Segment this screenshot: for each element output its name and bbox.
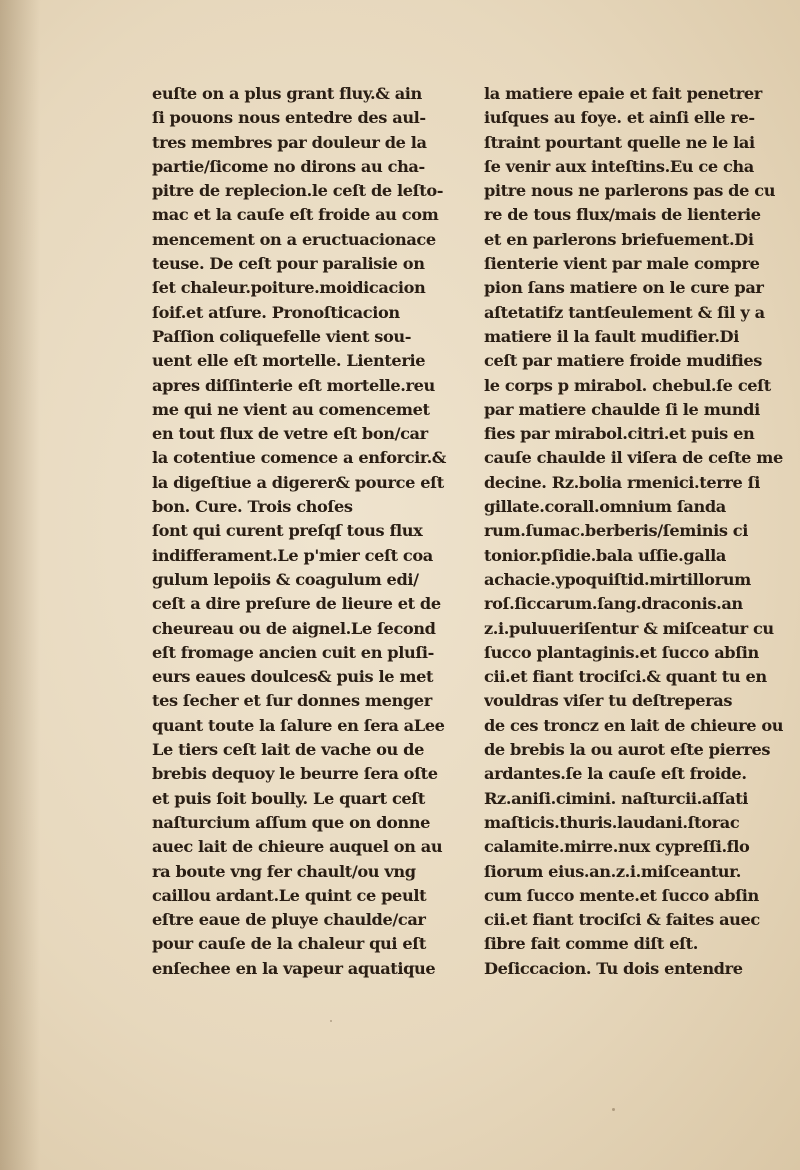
- right-column-line: pion ſans matiere on le cure par: [484, 278, 764, 298]
- right-column-line: cum ſucco mente.et ſucco abſin: [484, 885, 759, 905]
- right-column-line: rum.ſumac.berberis/ſeminis ci: [484, 521, 748, 541]
- left-column-line: apres diſſinterie eſt mortelle.reu: [152, 375, 435, 395]
- right-column-line: de brebis la ou aurot eſte pierres: [484, 740, 771, 760]
- right-column-line: fies par mirabol.citri.et puis en: [484, 424, 755, 444]
- left-column-line: pitre de replecion.le ceſt de leſto-: [152, 181, 444, 201]
- left-column-line: euſte on a plus grant fluy.& ain: [152, 84, 422, 103]
- left-column-line: Le tiers ceſt lait de vache ou de: [152, 740, 424, 760]
- right-column-line: pitre nous ne parlerons pas de cu: [484, 181, 776, 201]
- right-column-line: ceſt par matiere froide mudifies: [484, 351, 762, 371]
- left-column-line: pour cauſe de la chaleur qui eſt: [152, 934, 426, 954]
- left-column-line: mac et la cauſe eſt froide au com: [152, 205, 439, 225]
- left-column-line: caillou ardant.Le quint ce peult: [152, 885, 427, 905]
- right-column-line: Rz.aniſi.cimini. naſturcii.aſſati: [484, 788, 749, 808]
- right-column-line: de ces troncz en lait de chieure ou: [484, 715, 784, 735]
- right-column-line: aſtetatifz tantſeulement & ſil y a: [484, 302, 765, 322]
- ink-speck: [330, 1020, 332, 1022]
- right-column-line: cauſe chaulde il viſera de ceſte me: [484, 448, 783, 468]
- left-column-line: partie/ſicome no dirons au cha-: [152, 156, 425, 176]
- left-column-line: tes ſecher et ſur donnes menger: [152, 691, 432, 711]
- left-column-line: teuse. De ceſt pour paralisie on: [152, 254, 425, 274]
- left-column-line: cheureau ou de aignel.Le ſecond: [152, 618, 436, 638]
- right-column-line: calamite.mirre.nux cypreſſi.flo: [484, 837, 750, 857]
- right-column-line: re de tous flux/mais de lienterie: [484, 205, 761, 225]
- right-column-line: la matiere epaie et fait penetrer: [484, 84, 762, 103]
- right-column-line: ſucco plantaginis.et ſucco abſin: [484, 642, 759, 662]
- left-column-line: en tout flux de vetre eſt bon/car: [152, 424, 428, 444]
- right-column-line: ſtraint pourtant quelle ne le lai: [484, 132, 755, 152]
- left-column-line: enſechee en la vapeur aquatique: [152, 958, 436, 978]
- left-column-line: indifferament.Le p'mier ceſt coa: [152, 545, 433, 565]
- left-column-line: ſi pouons nous entedre des aul-: [152, 108, 426, 128]
- left-column-line: gulum lepoiis & coagulum edi/: [152, 569, 419, 589]
- right-column-line: Deſiccacion. Tu dois entendre: [484, 958, 743, 978]
- right-column-line: cii.et fiant trociſci.& quant tu en: [484, 667, 767, 687]
- left-column-line: ſoif.et atſure. Pronoſticacion: [152, 302, 400, 322]
- left-column-line: et puis ſoit boully. Le quart ceſt: [152, 788, 425, 808]
- left-column-line: uent elle eſt mortelle. Lienterie: [152, 351, 426, 371]
- left-column-line: me qui ne vient au comencemet: [152, 399, 430, 419]
- ink-speck: [612, 1108, 615, 1111]
- right-column-line: ſienterie vient par male compre: [484, 254, 760, 274]
- left-column-line: brebis dequoy le beurre ſera oſte: [152, 764, 438, 784]
- left-column-line: quant toute la ſalure en ſera aLee: [152, 715, 445, 735]
- left-column-line: la digeſtiue a digerer& pource eſt: [152, 472, 444, 492]
- left-column-line: ſont qui curent preſqſ tous flux: [152, 521, 423, 541]
- right-column-line: iuſques au foye. et ainſi elle re-: [484, 108, 755, 128]
- right-column-line: roſ.ſiccarum.ſang.draconis.an: [484, 594, 743, 614]
- right-column-line: matiere il la fault mudifier.Di: [484, 326, 739, 346]
- right-column-line: ardantes.ſe la cauſe eſt froide.: [484, 764, 747, 784]
- right-column-line: gillate.corall.omnium ſanda: [484, 497, 726, 517]
- left-column-line: eurs eaues doulces& puis le met: [152, 667, 434, 687]
- left-column-line: auec lait de chieure auquel on au: [152, 837, 443, 857]
- right-column-line: z.i.puluueriſentur & miſceatur cu: [484, 618, 774, 638]
- left-column-line: Paſſion coliquefelle vient sou-: [152, 326, 412, 346]
- right-column-line: ſe venir aux inteſtins.Eu ce cha: [484, 156, 754, 176]
- right-column-line: vouldras viſer tu deſtreperas: [484, 691, 733, 711]
- left-column-line: eſt fromage ancien cuit en pluſi-: [152, 642, 434, 662]
- left-text-column: [152, 82, 470, 981]
- left-column-line: naſturcium aſſum que on donne: [152, 812, 431, 832]
- left-column-line: ſet chaleur.poiture.moidicacion: [152, 278, 426, 298]
- right-column-line: et en parlerons briefuement.Di: [484, 229, 754, 249]
- left-column-line: bon. Cure. Trois choſes: [152, 497, 353, 517]
- right-text-column: [484, 82, 800, 981]
- right-column-line: achacie.ypoquiſtid.mirtillorum: [484, 569, 751, 589]
- right-column-line: tonior.pſidie.bala uſſie.galla: [484, 545, 726, 565]
- left-column-line: ceſt a dire preſure de lieure et de: [152, 594, 441, 614]
- left-column-line: eſtre eaue de pluye chaulde/car: [152, 910, 426, 930]
- left-column-line: mencement on a eructuacionace: [152, 229, 436, 249]
- right-column-line: le corps p mirabol. chebul.ſe ceſt: [484, 375, 771, 395]
- left-column-line: la cotentiue comence a enforcir.&: [152, 448, 447, 468]
- left-column-line: ra boute vng fer chault/ou vng: [152, 861, 416, 881]
- binding-shadow: [0, 0, 40, 1170]
- right-column-line: maſticis.thuris.laudani.ſtorac: [484, 812, 740, 832]
- right-column-line: ſibre fait comme diſt eſt.: [484, 934, 698, 954]
- right-column-line: ſiorum eius.an.z.i.miſceantur.: [484, 861, 742, 881]
- right-column-line: par matiere chaulde ſi le mundi: [484, 399, 760, 419]
- right-column-line: cii.et fiant trociſci & faites auec: [484, 910, 760, 930]
- left-column-line: tres membres par douleur de la: [152, 132, 427, 152]
- right-column-line: decine. Rz.bolia rmenici.terre ſi: [484, 472, 760, 492]
